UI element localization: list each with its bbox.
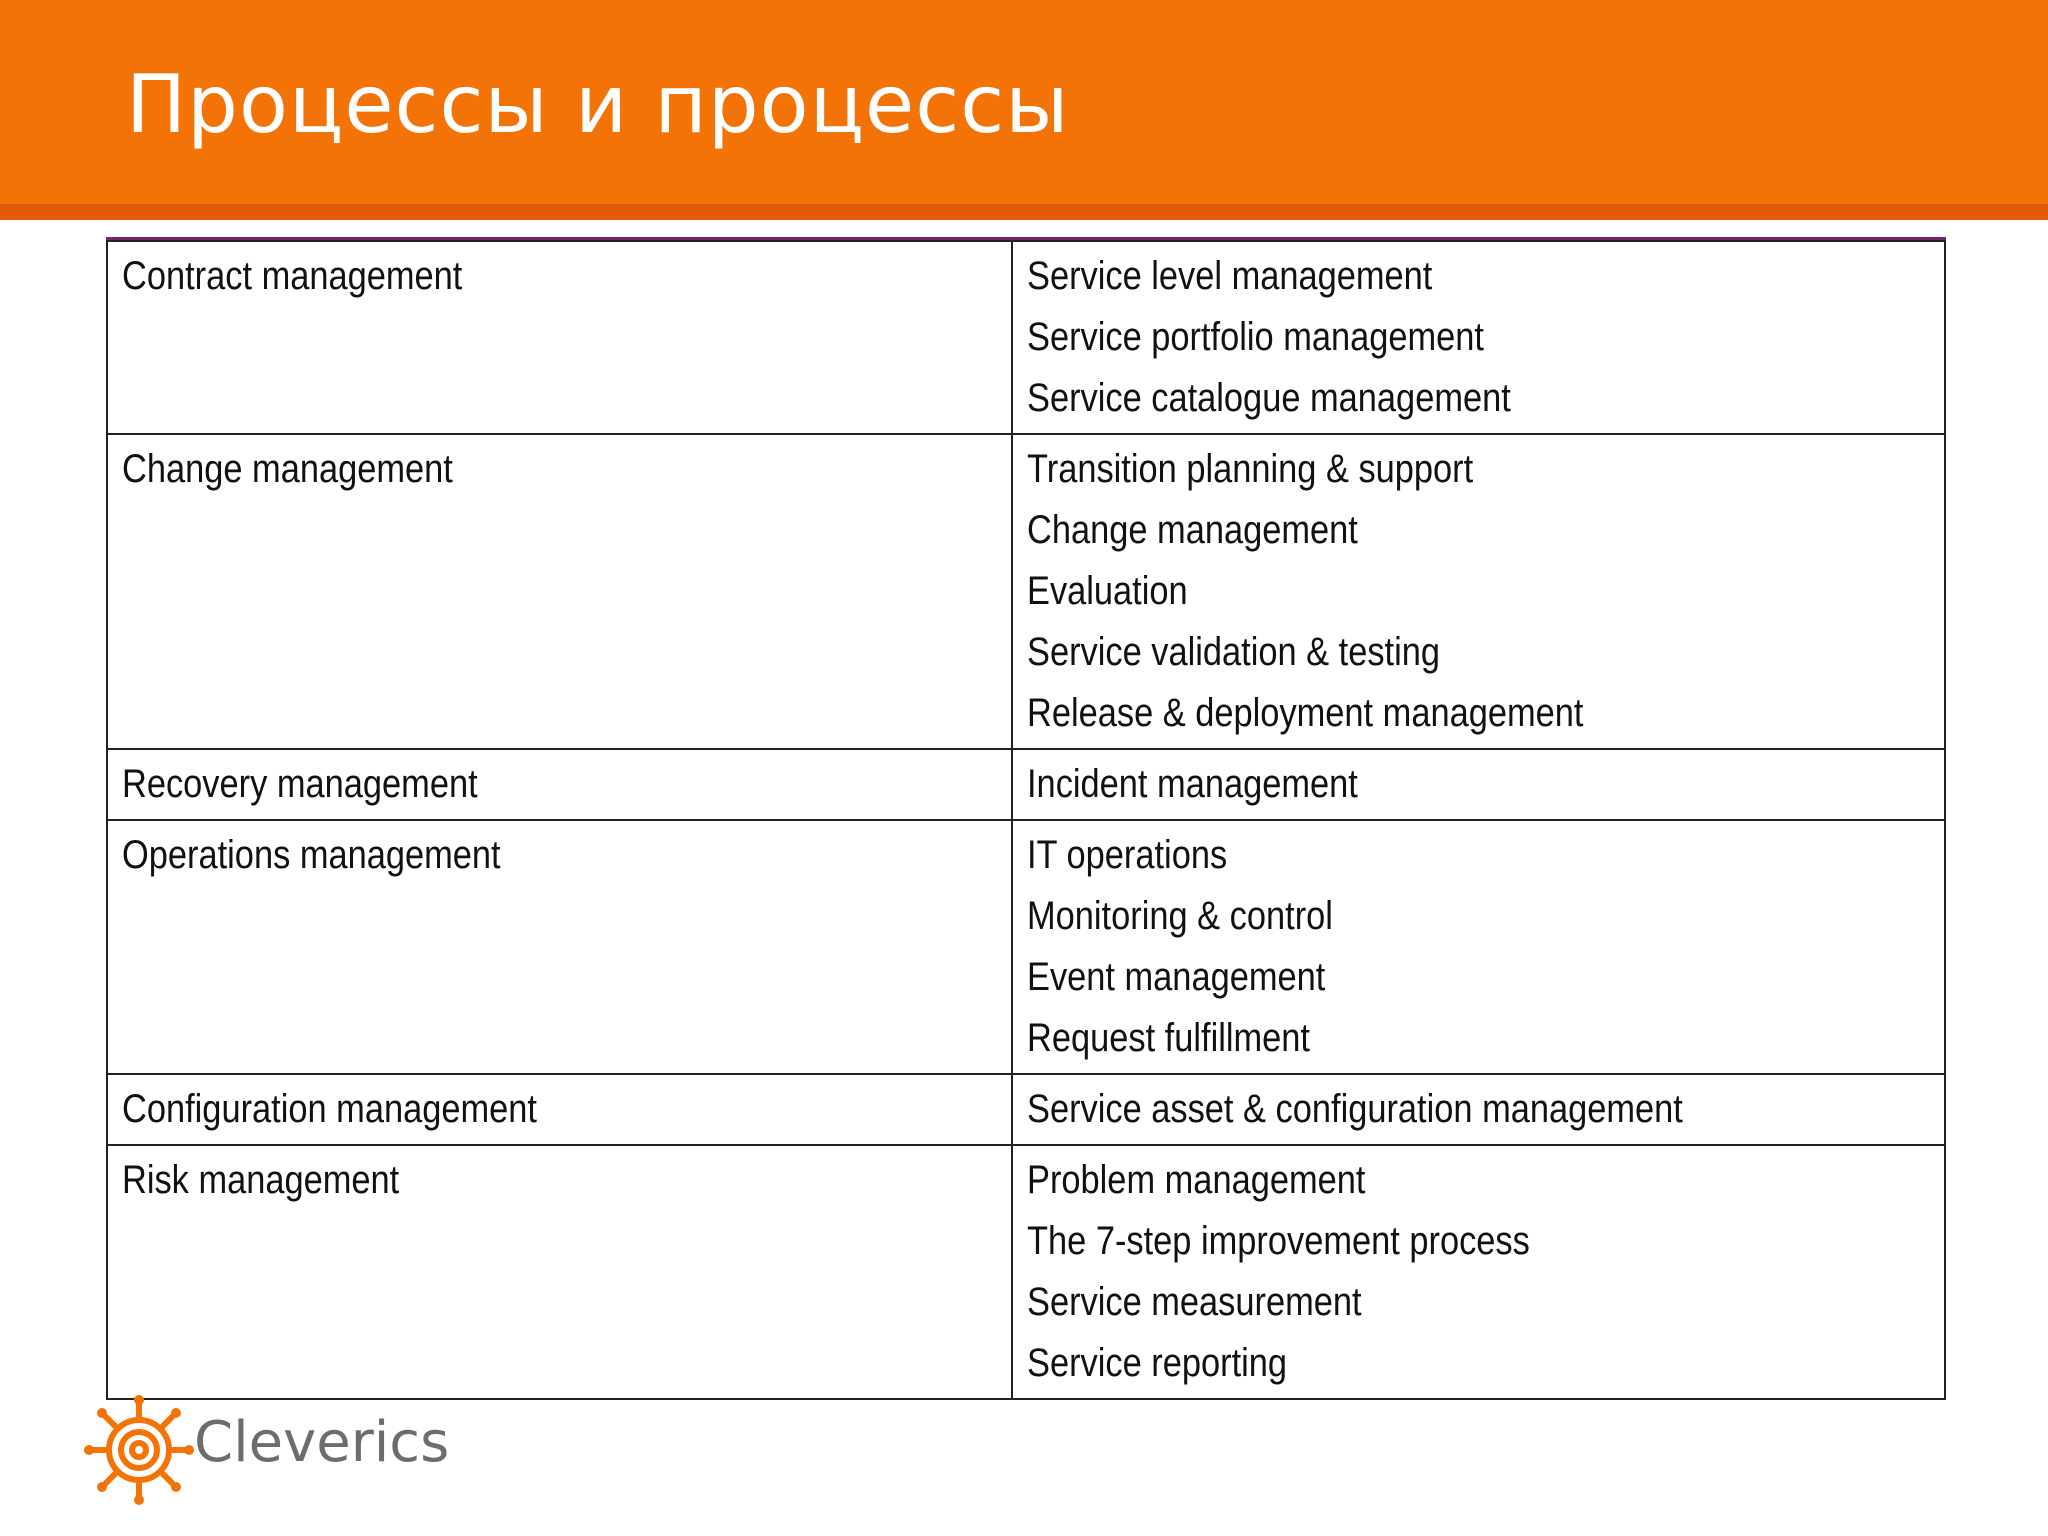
table-row xyxy=(107,1074,1945,1145)
itil-process-item: Event management xyxy=(1027,955,1326,999)
brand-name: Cleverics xyxy=(194,1410,450,1475)
itil-process-item: Problem management xyxy=(1027,1158,1366,1202)
itil-process-item: Service level management xyxy=(1027,254,1433,298)
itil-process-cell xyxy=(1012,1074,1945,1145)
itil-process-cell xyxy=(1012,820,1945,1074)
itil-process-cell xyxy=(1012,749,1945,820)
itil-process-item: Transition planning & support xyxy=(1027,447,1474,491)
table-row xyxy=(107,820,1945,1074)
header-stripe xyxy=(0,204,2048,220)
process-group-label: Configuration management xyxy=(122,1087,537,1131)
itil-process-cell xyxy=(1012,434,1945,749)
sun-compass-icon xyxy=(84,1390,194,1510)
process-group-cell xyxy=(107,1074,1012,1145)
cleverics-logo xyxy=(84,1390,450,1510)
process-table-container xyxy=(106,237,1946,1400)
table-row xyxy=(107,1145,1945,1399)
itil-process-item: IT operations xyxy=(1027,833,1228,877)
table-row xyxy=(107,434,1945,749)
process-group-label: Operations management xyxy=(122,833,501,877)
process-group-cell xyxy=(107,1145,1012,1399)
process-group-label: Recovery management xyxy=(122,762,478,806)
itil-process-item: Service reporting xyxy=(1027,1341,1288,1385)
itil-process-item: Monitoring & control xyxy=(1027,894,1333,938)
slide-title: Процессы и процессы xyxy=(126,58,1070,151)
itil-process-item: Evaluation xyxy=(1027,569,1188,613)
itil-process-item: Service validation & testing xyxy=(1027,630,1441,674)
itil-process-item: Service catalogue management xyxy=(1027,376,1511,420)
itil-process-item: Change management xyxy=(1027,508,1358,552)
itil-process-item: Request fulfillment xyxy=(1027,1016,1310,1060)
itil-process-item: Incident management xyxy=(1027,762,1358,806)
process-group-cell xyxy=(107,241,1012,434)
itil-process-item: The 7-step improvement process xyxy=(1027,1219,1530,1263)
process-group-cell xyxy=(107,820,1012,1074)
itil-process-cell xyxy=(1012,241,1945,434)
process-group-cell xyxy=(107,434,1012,749)
process-group-label: Contract management xyxy=(122,254,463,298)
itil-process-cell xyxy=(1012,1145,1945,1399)
process-group-label: Change management xyxy=(122,447,453,491)
process-group-label: Risk management xyxy=(122,1158,400,1202)
table-row xyxy=(107,749,1945,820)
itil-process-item: Service asset & configuration management xyxy=(1027,1087,1683,1131)
itil-process-item: Service portfolio management xyxy=(1027,315,1484,359)
process-table xyxy=(106,240,1946,1400)
process-group-cell xyxy=(107,749,1012,820)
table-row xyxy=(107,241,1945,434)
itil-process-item: Service measurement xyxy=(1027,1280,1362,1324)
itil-process-item: Release & deployment management xyxy=(1027,691,1584,735)
